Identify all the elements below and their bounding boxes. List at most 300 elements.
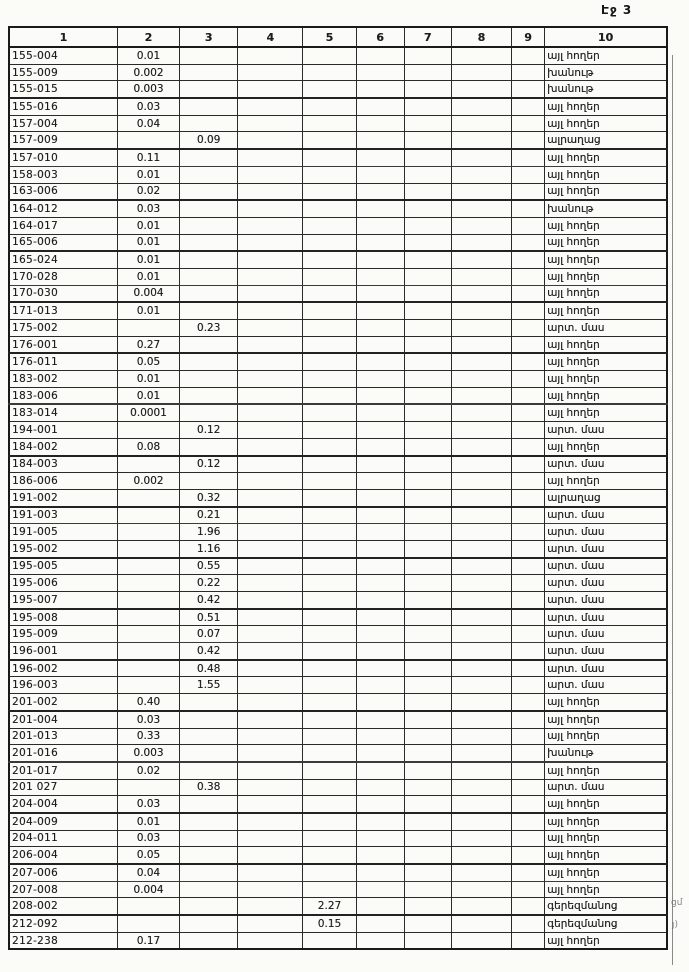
area-value-cell: 0.17 — [117, 932, 179, 949]
area-value-cell — [238, 677, 303, 694]
area-value-cell — [511, 234, 544, 251]
table-row — [9, 438, 667, 455]
parcel-code-cell: 157-004 — [9, 115, 117, 132]
table-row — [9, 898, 667, 915]
parcel-code-cell: 195-005 — [9, 558, 117, 575]
area-value-cell — [404, 728, 451, 745]
area-value-cell — [404, 98, 451, 115]
area-value-cell: 0.02 — [117, 762, 179, 779]
area-value-cell — [238, 353, 303, 370]
area-value-cell — [404, 47, 451, 64]
column-header-2: 2 — [117, 27, 179, 47]
area-value-cell — [511, 81, 544, 98]
area-value-cell — [356, 694, 404, 711]
area-value-cell — [404, 64, 451, 81]
area-value-cell — [180, 47, 238, 64]
land-use-cell: այլ հողեր — [545, 404, 667, 421]
area-value-cell — [356, 575, 404, 592]
area-value-cell — [180, 115, 238, 132]
area-value-cell — [451, 540, 511, 557]
area-value-cell — [404, 830, 451, 847]
area-value-cell — [356, 81, 404, 98]
area-value-cell: 0.03 — [117, 711, 179, 728]
area-value-cell — [180, 234, 238, 251]
area-value-cell — [180, 932, 238, 949]
land-use-cell: այլ հողեր — [545, 47, 667, 64]
area-value-cell — [511, 762, 544, 779]
area-value-cell: 0.002 — [117, 473, 179, 490]
area-value-cell — [180, 473, 238, 490]
table-row — [9, 149, 667, 166]
area-value-cell — [404, 404, 451, 421]
area-value-cell — [404, 558, 451, 575]
parcel-code-cell: 184-003 — [9, 456, 117, 473]
area-value-cell — [511, 915, 544, 932]
area-value-cell — [511, 626, 544, 643]
table-row — [9, 285, 667, 302]
area-value-cell — [238, 558, 303, 575]
area-value-cell — [404, 217, 451, 234]
area-value-cell — [356, 558, 404, 575]
area-value-cell — [451, 847, 511, 864]
area-value-cell — [303, 251, 356, 268]
page-number-label: Էջ 3 — [601, 3, 633, 17]
area-value-cell — [511, 847, 544, 864]
area-value-cell — [356, 609, 404, 626]
area-value-cell — [511, 677, 544, 694]
area-value-cell — [404, 915, 451, 932]
parcel-code-cell: 196-002 — [9, 660, 117, 677]
table-row — [9, 132, 667, 149]
area-value-cell — [511, 183, 544, 200]
area-value-cell — [511, 320, 544, 337]
land-use-cell: այլ հողեր — [545, 234, 667, 251]
area-value-cell: 0.05 — [117, 353, 179, 370]
area-value-cell — [451, 779, 511, 796]
area-value-cell — [511, 438, 544, 455]
area-value-cell — [511, 302, 544, 319]
area-value-cell: 2.27 — [303, 898, 356, 915]
area-value-cell — [404, 473, 451, 490]
land-use-cell: այլ հողեր — [545, 387, 667, 404]
area-value-cell — [451, 898, 511, 915]
area-value-cell — [356, 524, 404, 541]
table-row — [9, 81, 667, 98]
area-value-cell — [180, 64, 238, 81]
area-value-cell — [451, 251, 511, 268]
area-value-cell — [356, 251, 404, 268]
parcel-code-cell: 195-008 — [9, 609, 117, 626]
land-use-cell: արտ. մաս — [545, 524, 667, 541]
header-row — [9, 27, 667, 47]
table-row — [9, 694, 667, 711]
area-value-cell — [238, 575, 303, 592]
area-value-cell — [303, 404, 356, 421]
area-value-cell: 0.01 — [117, 234, 179, 251]
area-value-cell — [180, 149, 238, 166]
area-value-cell — [511, 540, 544, 557]
table-row — [9, 864, 667, 881]
land-use-cell: արտ. մաս — [545, 422, 667, 439]
area-value-cell — [180, 183, 238, 200]
area-value-cell: 0.11 — [117, 149, 179, 166]
area-value-cell — [356, 404, 404, 421]
area-value-cell — [404, 371, 451, 388]
area-value-cell — [511, 745, 544, 762]
area-value-cell — [511, 149, 544, 166]
area-value-cell: 0.01 — [117, 47, 179, 64]
area-value-cell — [511, 404, 544, 421]
area-value-cell — [404, 200, 451, 217]
area-value-cell — [238, 932, 303, 949]
area-value-cell — [511, 524, 544, 541]
area-value-cell: 0.42 — [180, 643, 238, 660]
area-value-cell — [356, 898, 404, 915]
parcel-code-cell: 207-006 — [9, 864, 117, 881]
parcel-code-cell: 201-002 — [9, 694, 117, 711]
area-value-cell — [180, 881, 238, 898]
area-value-cell: 0.27 — [117, 336, 179, 353]
area-value-cell: 0.003 — [117, 81, 179, 98]
parcel-code-cell: 204-009 — [9, 813, 117, 830]
area-value-cell — [404, 847, 451, 864]
area-value-cell — [180, 200, 238, 217]
table-row — [9, 915, 667, 932]
area-value-cell — [356, 268, 404, 285]
land-use-cell: այլ հողեր — [545, 149, 667, 166]
area-value-cell: 0.15 — [303, 915, 356, 932]
area-value-cell — [511, 336, 544, 353]
area-value-cell — [511, 864, 544, 881]
area-value-cell — [238, 779, 303, 796]
area-value-cell — [404, 592, 451, 609]
area-value-cell — [451, 626, 511, 643]
area-value-cell — [404, 251, 451, 268]
table-row — [9, 320, 667, 337]
land-use-cell: արտ. մաս — [545, 677, 667, 694]
table-row — [9, 626, 667, 643]
area-value-cell — [117, 320, 179, 337]
area-value-cell: 0.21 — [180, 507, 238, 524]
area-value-cell — [180, 728, 238, 745]
area-value-cell: 1.96 — [180, 524, 238, 541]
table-row — [9, 115, 667, 132]
area-value-cell: 0.51 — [180, 609, 238, 626]
area-value-cell — [451, 660, 511, 677]
area-value-cell — [180, 251, 238, 268]
area-value-cell — [356, 456, 404, 473]
area-value-cell — [303, 881, 356, 898]
table-row — [9, 830, 667, 847]
area-value-cell — [303, 422, 356, 439]
area-value-cell — [303, 115, 356, 132]
area-value-cell — [180, 762, 238, 779]
area-value-cell — [451, 81, 511, 98]
area-value-cell — [451, 217, 511, 234]
area-value-cell — [511, 64, 544, 81]
parcel-code-cell: 212-238 — [9, 932, 117, 949]
area-value-cell — [356, 149, 404, 166]
parcel-code-cell: 165-024 — [9, 251, 117, 268]
parcel-code-cell: 207-008 — [9, 881, 117, 898]
area-value-cell — [238, 711, 303, 728]
area-value-cell — [404, 609, 451, 626]
area-value-cell: 0.03 — [117, 98, 179, 115]
land-use-cell: այլ հողեր — [545, 796, 667, 813]
area-value-cell — [404, 183, 451, 200]
table-row — [9, 558, 667, 575]
area-value-cell — [180, 285, 238, 302]
table-row — [9, 745, 667, 762]
area-value-cell — [303, 320, 356, 337]
area-value-cell — [117, 660, 179, 677]
area-value-cell — [511, 813, 544, 830]
parcel-code-cell: 170-028 — [9, 268, 117, 285]
scanned-table-container — [8, 26, 668, 950]
area-value-cell — [404, 234, 451, 251]
parcel-code-cell: 201-016 — [9, 745, 117, 762]
area-value-cell — [404, 166, 451, 183]
area-value-cell — [511, 217, 544, 234]
parcel-code-cell: 204-004 — [9, 796, 117, 813]
area-value-cell — [451, 336, 511, 353]
area-value-cell — [511, 558, 544, 575]
table-row — [9, 371, 667, 388]
area-value-cell — [511, 592, 544, 609]
table-row — [9, 932, 667, 949]
area-value-cell — [180, 745, 238, 762]
area-value-cell — [511, 881, 544, 898]
area-value-cell — [238, 473, 303, 490]
area-value-cell — [356, 830, 404, 847]
table-row — [9, 847, 667, 864]
area-value-cell — [356, 47, 404, 64]
area-value-cell: 0.08 — [117, 438, 179, 455]
area-value-cell — [303, 796, 356, 813]
area-value-cell — [238, 217, 303, 234]
area-value-cell — [404, 422, 451, 439]
area-value-cell — [180, 847, 238, 864]
area-value-cell — [404, 387, 451, 404]
parcel-code-cell: 196-001 — [9, 643, 117, 660]
area-value-cell — [238, 830, 303, 847]
area-value-cell — [356, 285, 404, 302]
area-value-cell — [451, 302, 511, 319]
area-value-cell: 0.04 — [117, 115, 179, 132]
area-value-cell — [180, 404, 238, 421]
area-value-cell — [511, 456, 544, 473]
land-use-cell: այլ հողեր — [545, 881, 667, 898]
area-value-cell — [238, 660, 303, 677]
parcel-code-cell: 191-002 — [9, 489, 117, 506]
table-row — [9, 47, 667, 64]
area-value-cell: 0.32 — [180, 489, 238, 506]
table-row — [9, 98, 667, 115]
area-value-cell — [451, 864, 511, 881]
area-value-cell — [180, 336, 238, 353]
area-value-cell — [303, 438, 356, 455]
area-value-cell — [117, 456, 179, 473]
area-value-cell — [238, 166, 303, 183]
parcel-code-cell: 195-007 — [9, 592, 117, 609]
land-use-cell: արտ. մաս — [545, 320, 667, 337]
land-use-cell: գերեզմանոց — [545, 915, 667, 932]
area-value-cell: 1.55 — [180, 677, 238, 694]
land-use-cell: այլ հողեր — [545, 864, 667, 881]
land-use-cell: այլ հողեր — [545, 302, 667, 319]
area-value-cell — [404, 779, 451, 796]
area-value-cell — [303, 592, 356, 609]
column-header-10: 10 — [545, 27, 667, 47]
parcel-code-cell: 155-016 — [9, 98, 117, 115]
area-value-cell — [511, 830, 544, 847]
area-value-cell — [303, 353, 356, 370]
area-value-cell: 0.22 — [180, 575, 238, 592]
area-value-cell — [451, 762, 511, 779]
column-header-1: 1 — [9, 27, 117, 47]
table-row — [9, 489, 667, 506]
area-value-cell — [238, 540, 303, 557]
area-value-cell — [356, 473, 404, 490]
table-row — [9, 456, 667, 473]
area-value-cell — [451, 711, 511, 728]
table-row — [9, 762, 667, 779]
area-value-cell — [356, 115, 404, 132]
area-value-cell — [404, 268, 451, 285]
area-value-cell — [238, 881, 303, 898]
area-value-cell — [451, 64, 511, 81]
area-value-cell — [117, 592, 179, 609]
area-value-cell — [404, 353, 451, 370]
parcel-code-cell: 155-009 — [9, 64, 117, 81]
area-value-cell — [303, 864, 356, 881]
margin-mark: ցմ — [671, 898, 683, 908]
area-value-cell — [303, 473, 356, 490]
area-value-cell — [238, 234, 303, 251]
land-use-cell: այլ հողեր — [545, 115, 667, 132]
area-value-cell — [511, 285, 544, 302]
area-value-cell — [238, 456, 303, 473]
parcel-code-cell: 195-009 — [9, 626, 117, 643]
parcel-code-cell: 194-001 — [9, 422, 117, 439]
table-row — [9, 200, 667, 217]
area-value-cell: 0.42 — [180, 592, 238, 609]
area-value-cell — [511, 660, 544, 677]
area-value-cell — [404, 575, 451, 592]
area-value-cell — [404, 762, 451, 779]
area-value-cell — [303, 64, 356, 81]
area-value-cell — [356, 320, 404, 337]
table-body — [9, 47, 667, 949]
column-header-6: 6 — [356, 27, 404, 47]
area-value-cell — [180, 268, 238, 285]
area-value-cell — [451, 881, 511, 898]
area-value-cell — [451, 473, 511, 490]
area-value-cell — [404, 81, 451, 98]
table-row — [9, 217, 667, 234]
area-value-cell — [303, 643, 356, 660]
area-value-cell — [180, 371, 238, 388]
area-value-cell — [356, 881, 404, 898]
land-use-cell: խանութ — [545, 81, 667, 98]
area-value-cell — [451, 932, 511, 949]
area-value-cell — [511, 422, 544, 439]
land-use-cell: արտ. մաս — [545, 592, 667, 609]
area-value-cell — [117, 643, 179, 660]
area-value-cell — [117, 626, 179, 643]
area-value-cell — [238, 643, 303, 660]
table-row — [9, 677, 667, 694]
area-value-cell — [117, 132, 179, 149]
parcel-code-cell: 196-003 — [9, 677, 117, 694]
area-value-cell — [238, 320, 303, 337]
area-value-cell: 0.33 — [117, 728, 179, 745]
area-value-cell — [238, 251, 303, 268]
area-value-cell — [356, 932, 404, 949]
land-use-cell: խանութ — [545, 745, 667, 762]
area-value-cell — [404, 115, 451, 132]
area-value-cell — [238, 132, 303, 149]
area-value-cell — [238, 762, 303, 779]
area-value-cell: 0.01 — [117, 813, 179, 830]
area-value-cell — [511, 200, 544, 217]
area-value-cell — [180, 353, 238, 370]
area-value-cell — [303, 200, 356, 217]
area-value-cell — [117, 558, 179, 575]
area-value-cell: 0.09 — [180, 132, 238, 149]
table-row — [9, 404, 667, 421]
area-value-cell — [303, 677, 356, 694]
area-value-cell — [238, 404, 303, 421]
area-value-cell — [404, 898, 451, 915]
parcel-code-cell: 157-009 — [9, 132, 117, 149]
area-value-cell — [451, 183, 511, 200]
area-value-cell — [404, 881, 451, 898]
area-value-cell: 0.004 — [117, 285, 179, 302]
parcel-code-cell: 183-002 — [9, 371, 117, 388]
area-value-cell — [451, 320, 511, 337]
area-value-cell — [451, 745, 511, 762]
area-value-cell — [404, 932, 451, 949]
area-value-cell — [356, 438, 404, 455]
area-value-cell — [303, 847, 356, 864]
parcel-code-cell: 176-001 — [9, 336, 117, 353]
land-use-cell: արտ. մաս — [545, 540, 667, 557]
area-value-cell — [303, 660, 356, 677]
area-value-cell — [303, 183, 356, 200]
parcel-code-cell: 163-006 — [9, 183, 117, 200]
area-value-cell — [451, 592, 511, 609]
land-use-cell: գերեզմանոց — [545, 898, 667, 915]
land-use-cell: արտ. մաս — [545, 660, 667, 677]
land-use-cell: այլ հողեր — [545, 268, 667, 285]
table-row — [9, 728, 667, 745]
land-parcel-table — [8, 26, 668, 950]
table-header-row — [9, 27, 667, 47]
area-value-cell — [303, 558, 356, 575]
area-value-cell — [180, 813, 238, 830]
area-value-cell — [404, 285, 451, 302]
parcel-code-cell: 212-092 — [9, 915, 117, 932]
area-value-cell — [356, 745, 404, 762]
area-value-cell — [451, 677, 511, 694]
area-value-cell — [303, 132, 356, 149]
parcel-code-cell: 183-006 — [9, 387, 117, 404]
area-value-cell — [356, 626, 404, 643]
table-row — [9, 643, 667, 660]
land-use-cell: արտ. մաս — [545, 575, 667, 592]
area-value-cell — [356, 813, 404, 830]
